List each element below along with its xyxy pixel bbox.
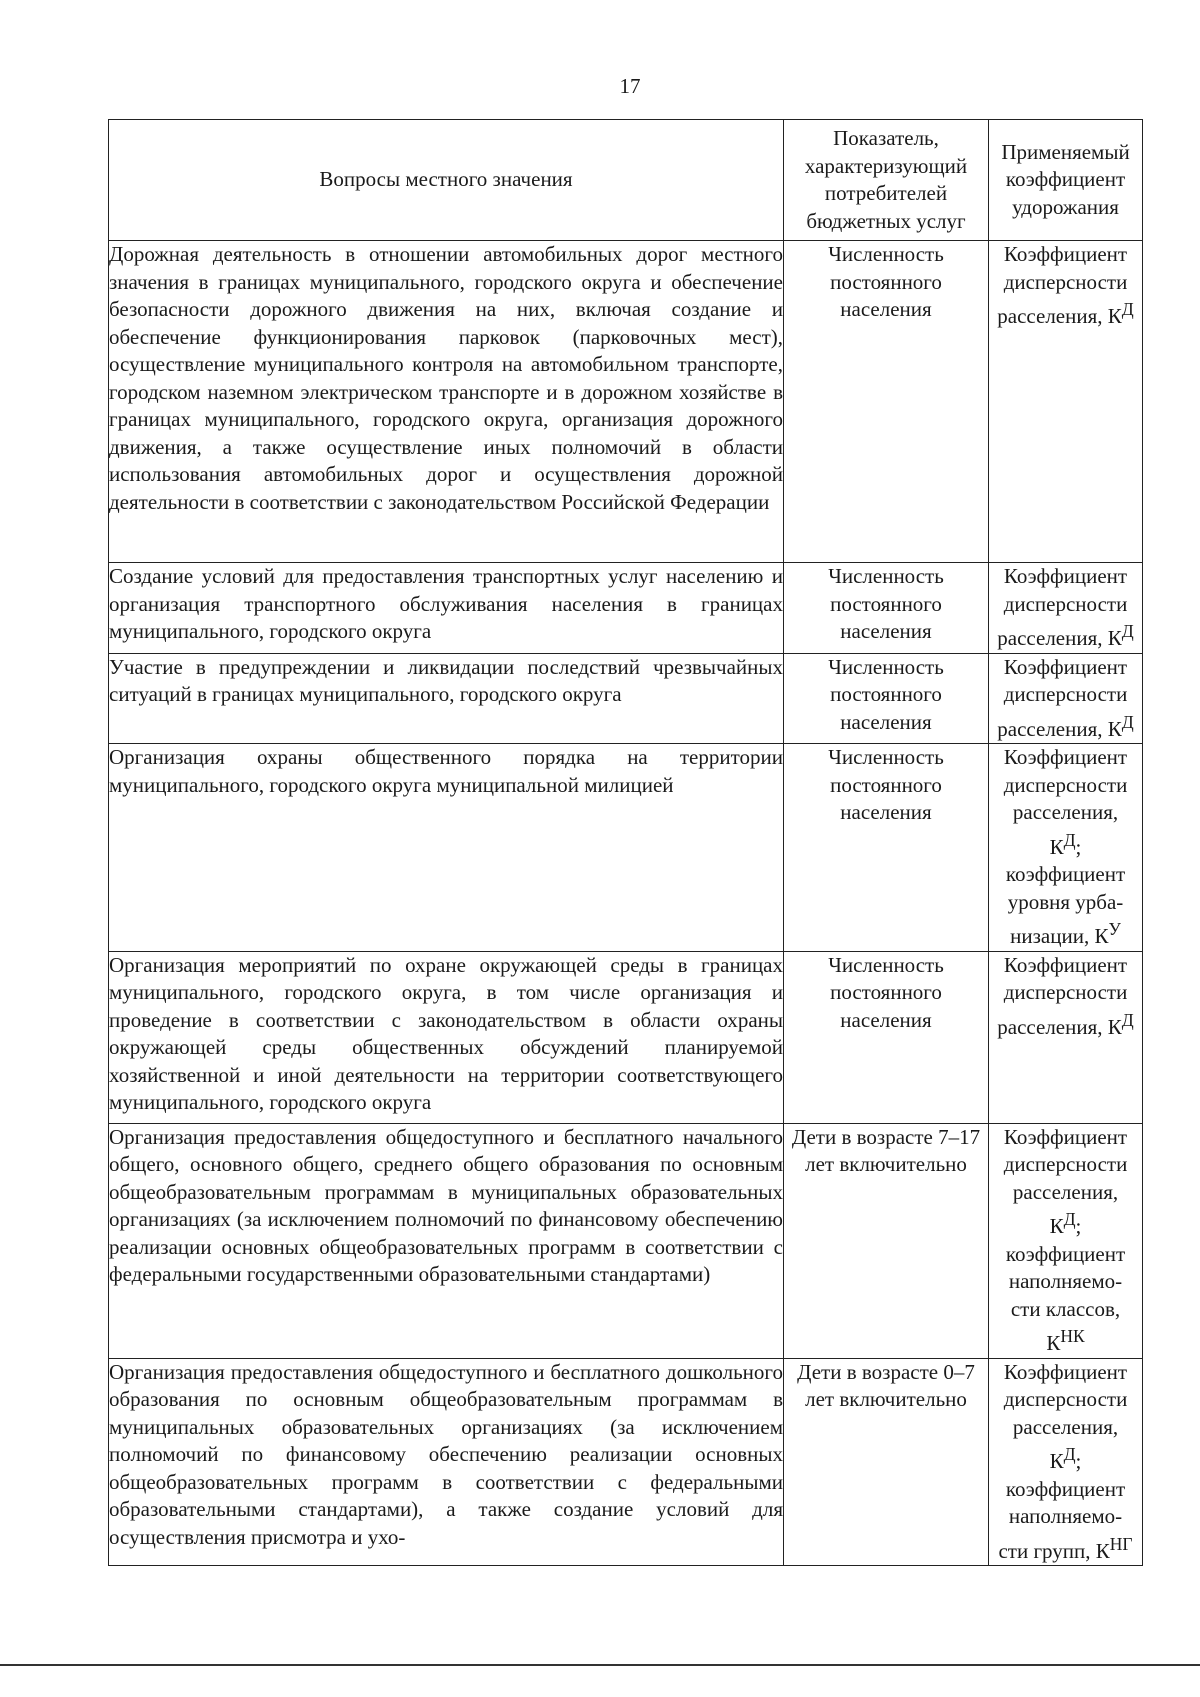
table-row bbox=[109, 1123, 1143, 1358]
indicator-cell: Численность постоянного населения bbox=[784, 744, 989, 952]
question-cell: Организация предоставления общедоступного и бесплатного дошкольного образования по основным общеобразовательным программам в муниципальных образовательных организациях (за исключением полномочий по финансовому обеспечению реализации основных общеобразовательных программ в соответствии с федеральными образовательными стандартами), а также создание условий для осуществления присмотра и ухо- bbox=[109, 1358, 784, 1566]
coefficient-cell: Коэффициент дисперсности расселения, $К^Д$; коэффициент наполняемо- сти групп, $К^{НГ}$ bbox=[989, 1358, 1143, 1566]
header-coefficient: Применяемый коэффициент удорожания bbox=[989, 120, 1143, 241]
table-row bbox=[109, 653, 1143, 744]
coefficient-cell: Коэффициент дисперсности расселения, $К^Д$ bbox=[989, 563, 1143, 654]
indicator-cell: Численность постоянного населения bbox=[784, 241, 989, 563]
coefficient-cell: Коэффициент дисперсности расселения, $К^Д$; коэффициент наполняемо- сти классов, $К^{НК}$ bbox=[989, 1123, 1143, 1358]
indicator-cell: Численность постоянного населения bbox=[784, 563, 989, 654]
table-row bbox=[109, 241, 1143, 563]
coefficient-cell: Коэффициент дисперсности расселения, $К^Д$; коэффициент уровня урба- низации, $К^У$ bbox=[989, 744, 1143, 952]
coefficient-cell: Коэффициент дисперсности расселения, $К^Д$ bbox=[989, 951, 1143, 1123]
table-row bbox=[109, 563, 1143, 654]
table-row bbox=[109, 1358, 1143, 1566]
question-cell: Участие в предупреждении и ликвидации последствий чрезвычайных ситуаций в границах муниципального, городского округа bbox=[109, 653, 784, 744]
coefficient-cell: Коэффициент дисперсности расселения, $К^Д$ bbox=[989, 653, 1143, 744]
page-number: 17 bbox=[619, 74, 641, 98]
table-header-row bbox=[109, 120, 1143, 241]
header-local-issues: Вопросы местного значения bbox=[109, 120, 784, 241]
question-cell: Организация охраны общественного порядка на территории муниципального, городского округа муниципальной милицией bbox=[109, 744, 784, 952]
question-cell: Дорожная деятельность в отношении автомобильных дорог местного значения в границах муниципального, городского округа и обеспечение безопасности дорожного движения на них, включая создание и обеспечение функционирования парковок (парковочных мест), осуществление муниципального контроля на автомобильном транспорте, городском наземном электрическом транспорте и в дорожном хозяйстве в границах муниципального, городского округа, организация дорожного движения, а также осуществление иных полномочий в области использования автомобильных дорог и осуществления дорожной деятельности в соответствии с законодательством Российской Федерации bbox=[109, 241, 784, 563]
table-row bbox=[109, 744, 1143, 952]
footer-divider bbox=[0, 1664, 1200, 1666]
question-cell: Организация предоставления общедоступного и бесплатного начального общего, основного общего, среднего общего образования по основным общеобразовательным программам в муниципальных образовательных организациях (за исключением полномочий по финансовому обеспечению реализации основных общеобразовательных программ в соответствии с федеральными государственными образовательными стандартами) bbox=[109, 1123, 784, 1358]
local-issues-table bbox=[108, 119, 1143, 1566]
indicator-cell: Дети в возрасте 7–17 лет включительно bbox=[784, 1123, 989, 1358]
indicator-cell: Численность постоянного населения bbox=[784, 653, 989, 744]
question-cell: Организация мероприятий по охране окружающей среды в границах муниципального, городского округа, в том числе организация и проведение в соответствии с законодательством в области охраны окружающей среды общественных обсуждений планируемой хозяйственной и иной деятельности на территории соответствующего муниципального, городского округа bbox=[109, 951, 784, 1123]
table-row bbox=[109, 951, 1143, 1123]
question-cell: Создание условий для предоставления транспортных услуг населению и организация транспортного обслуживания населения в границах муниципального, городского округа bbox=[109, 563, 784, 654]
indicator-cell: Численность постоянного населения bbox=[784, 951, 989, 1123]
header-indicator: Показатель, характеризующий потребителей бюджетных услуг bbox=[784, 120, 989, 241]
coefficient-cell: Коэффициент дисперсности расселения, $К^Д$ bbox=[989, 241, 1143, 563]
indicator-cell: Дети в возрасте 0–7 лет включительно bbox=[784, 1358, 989, 1566]
